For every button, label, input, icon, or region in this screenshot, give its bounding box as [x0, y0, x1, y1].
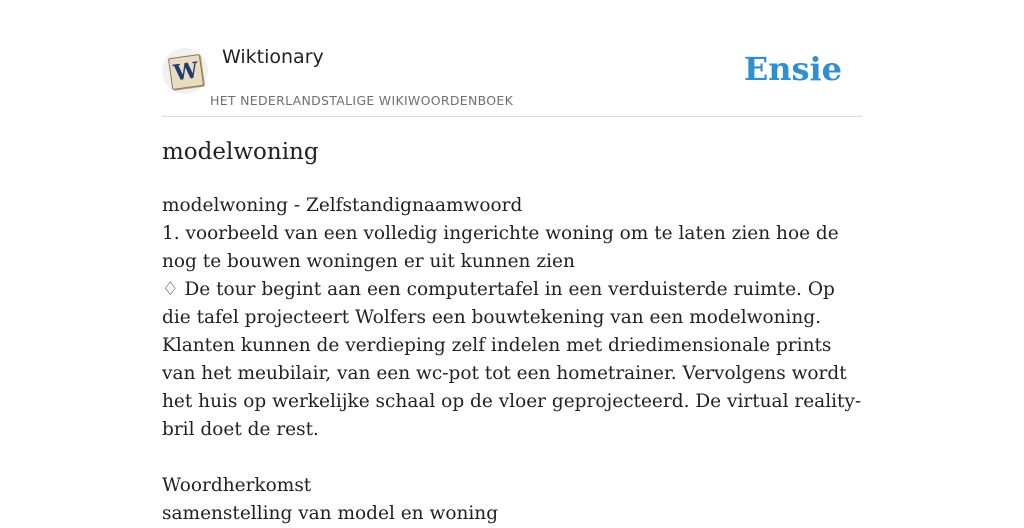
definition: 1. voorbeeld van een volledig ingerichte woning om te laten zien hoe de nog te bouwen woningen er uit kunnen zien: [162, 223, 839, 272]
page-title: modelwoning: [162, 139, 319, 165]
ensie-brand-logo[interactable]: Ensie: [743, 50, 842, 88]
spacer: [162, 444, 862, 472]
example-sentence: ♢ De tour begint aan een computertafel in een verduisterde ruimte. Op die tafel projecteert Wolfers een bouwtekening van een modelwoning. Klanten kunnen de verdieping zelf indelen met driedimensionale prints van het meubilair, van een wc-pot tot een hometrainer. Vervolgens wordt het huis op werkelijke schaal op de vloer geprojecteerd. De virtual reality-bril doet de rest.: [162, 279, 862, 440]
site-name[interactable]: Wiktionary: [222, 46, 324, 68]
wiktionary-logo[interactable]: [162, 48, 208, 94]
entry-content: [162, 192, 862, 528]
site-tagline: HET NEDERLANDSTALIGE WIKIWOORDENBOEK: [210, 93, 514, 108]
site-header: [162, 40, 862, 117]
etymology-heading: Woordherkomst: [162, 475, 312, 496]
word-class-line: modelwoning - Zelfstandignaamwoord: [162, 195, 523, 216]
wiktionary-tile-icon: W: [168, 54, 204, 90]
etymology-text: samenstelling van model en woning: [162, 503, 499, 524]
